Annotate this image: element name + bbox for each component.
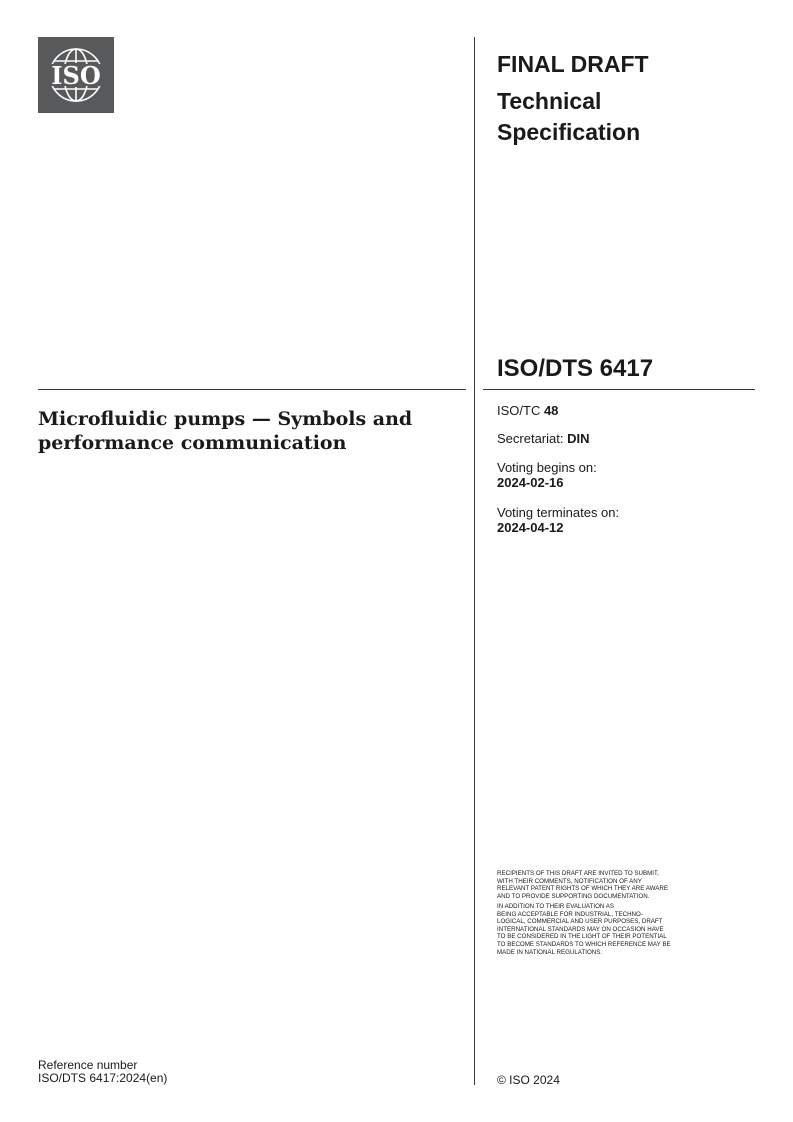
reference-value: ISO/DTS 6417:2024(en) <box>38 1071 168 1085</box>
notice-line: RECIPIENTS OF THIS DRAFT ARE INVITED TO SUBMIT, <box>497 870 659 877</box>
logo-text: ISO <box>51 61 101 90</box>
draft-status: FINAL DRAFT <box>497 51 649 77</box>
secretariat-value: DIN <box>567 431 590 446</box>
reference-label: Reference number <box>38 1058 138 1072</box>
notice-paragraph-2 <box>497 903 749 956</box>
voting-begins-label: Voting begins on: <box>497 460 597 475</box>
document-title <box>38 407 458 455</box>
reference-number <box>38 1059 167 1085</box>
notice-paragraph-1 <box>497 870 749 900</box>
voting-terminates-label: Voting terminates on: <box>497 505 620 520</box>
technical-committee <box>497 403 558 418</box>
title-rule-right <box>483 389 755 390</box>
notice-line: AND TO PROVIDE SUPPORTING DOCUMENTATION. <box>497 892 650 900</box>
secretariat <box>497 431 589 446</box>
voting-begins-date: 2024-02-16 <box>497 475 564 490</box>
notice-line: TO BECOME STANDARDS TO WHICH REFERENCE MAY BE <box>497 940 671 948</box>
document-type <box>497 86 737 148</box>
voting-begins <box>497 460 597 490</box>
title-rule-left <box>38 389 466 390</box>
document-number: ISO/DTS 6417 <box>497 355 654 382</box>
iso-logo <box>38 37 114 113</box>
document-type-line2: Specification <box>497 119 641 145</box>
notice-line: LOGICAL, COMMERCIAL AND USER PURPOSES, DRAFT <box>497 918 663 926</box>
notice-line: BEING ACCEPTABLE FOR INDUSTRIAL, TECHNO- <box>497 910 643 918</box>
notice-line: TO BE CONSIDERED IN THE LIGHT OF THEIR POTENTIAL <box>497 933 667 941</box>
column-divider <box>474 37 475 1085</box>
globe-icon <box>38 37 114 113</box>
notice-line: RELEVANT PATENT RIGHTS OF WHICH THEY ARE AWARE <box>497 885 668 893</box>
document-type-line1: Technical <box>497 88 602 114</box>
title-line2: performance communication <box>38 432 347 454</box>
title-line1: Microfluidic pumps — Symbols and <box>38 408 413 430</box>
copyright-notice: © ISO 2024 <box>497 1073 560 1087</box>
notice-line: MADE IN NATIONAL REGULATIONS. <box>497 948 603 956</box>
notice-line: INTERNATIONAL STANDARDS MAY ON OCCASION HAVE <box>497 925 664 933</box>
tc-value: 48 <box>543 403 559 418</box>
notice-line: IN ADDITION TO THEIR EVALUATION AS <box>497 903 615 910</box>
notice-line: WITH THEIR COMMENTS, NOTIFICATION OF ANY <box>497 877 642 885</box>
voting-terminates-date: 2024-04-12 <box>497 520 564 535</box>
tc-label: ISO/TC <box>497 403 544 418</box>
voting-terminates <box>497 505 619 535</box>
secretariat-label: Secretariat: <box>497 431 568 446</box>
